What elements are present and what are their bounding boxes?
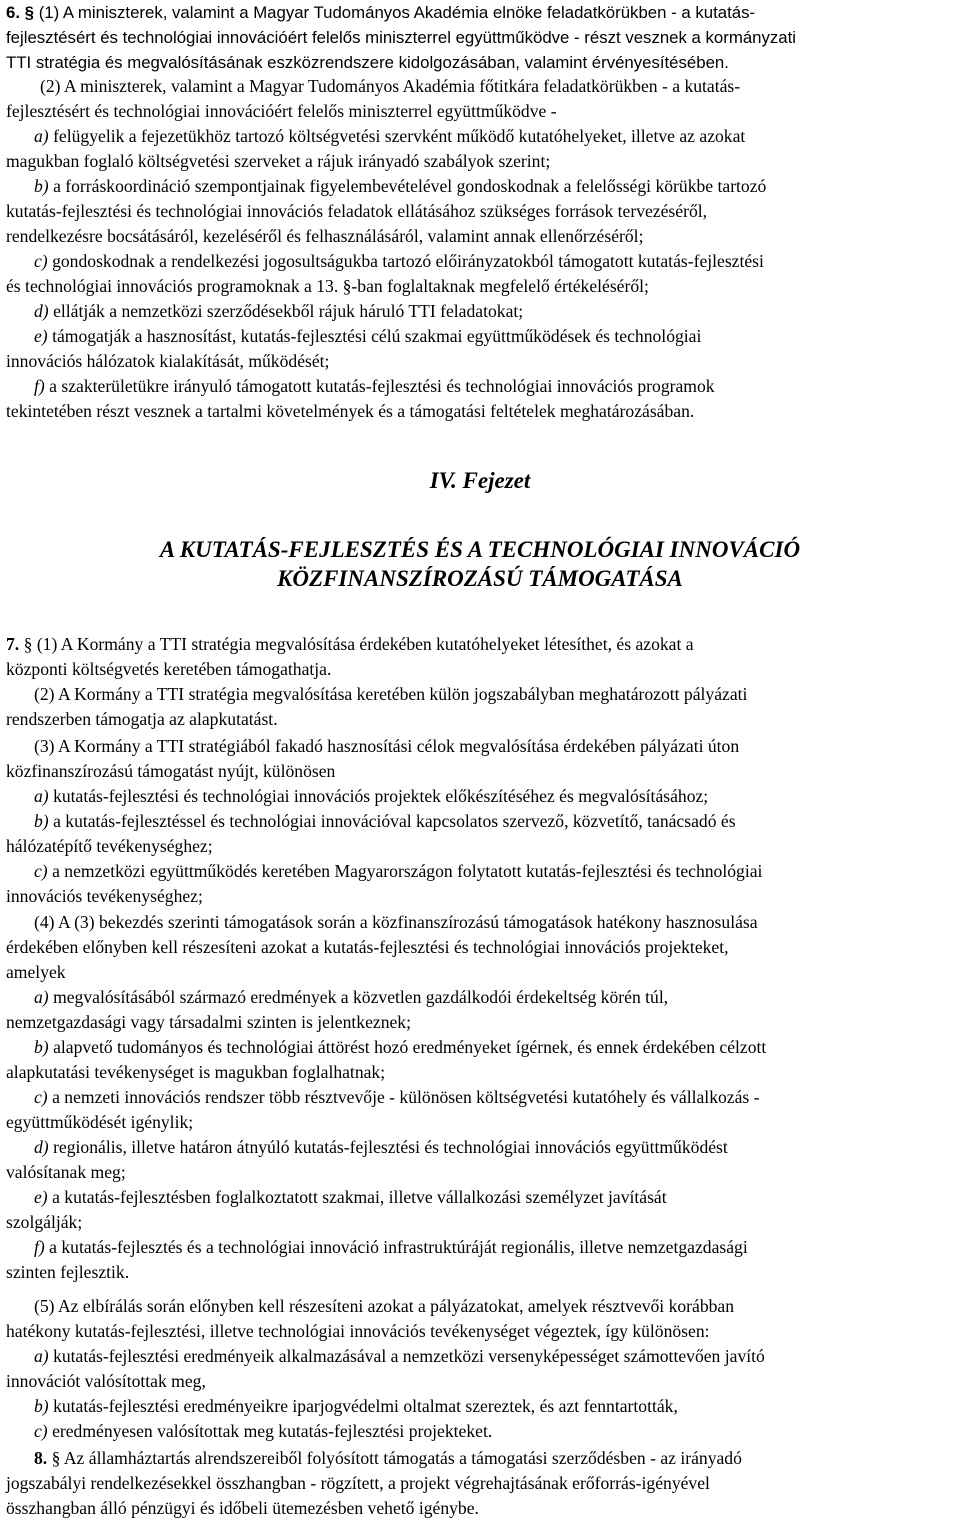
section-6-number: 6. [6, 3, 20, 22]
list-item-line [6, 1160, 952, 1185]
text-line: (1) A Kormány a TTI stratégia megvalósítása érdekében kutatóhelyeket létesíthet, és azokat a [36, 634, 694, 654]
text-line: (3) A Kormány a TTI stratégiából fakadó hasznosítási célok megvalósítása érdekében pályázati úton [34, 736, 740, 756]
list-item-line [6, 174, 952, 199]
section-7-paragraph-5 [6, 1294, 952, 1344]
item-letter: d) [34, 1137, 49, 1157]
list-item-line [6, 884, 952, 909]
list-item-line [6, 1010, 952, 1035]
list-item-line [6, 784, 952, 809]
section-6-paragraph-2 [6, 74, 952, 124]
list-item-line [6, 1060, 952, 1085]
item-text: szinten fejlesztik. [6, 1262, 130, 1282]
item-letter: b) [34, 176, 49, 196]
text-line: (2) A Kormány a TTI stratégia megvalósítása keretében külön jogszabályban meghatározott pályázati [34, 684, 748, 704]
item-text: alapkutatási tevékenységet is magukban foglalhatnak; [6, 1062, 386, 1082]
list-item-line [6, 399, 952, 424]
item-letter: c) [34, 861, 48, 881]
text-line: rendszerben támogatja az alapkutatást. [6, 709, 278, 729]
item-text: a nemzetközi együttműködés keretében Magyarországon folytatott kutatás-fejlesztési és technológiai [52, 861, 763, 881]
item-text: kutatás-fejlesztési és technológiai innovációs feladatok ellátásához szükséges források tervezéséről, [6, 201, 708, 221]
item-text: kutatás-fejlesztési eredményeikre iparjogvédelmi oltalmat szereztek, és azt fenntartották, [53, 1396, 678, 1416]
item-letter: a) [34, 126, 49, 146]
item-letter: a) [34, 987, 49, 1007]
item-letter: a) [34, 786, 49, 806]
list-item-line [6, 834, 952, 859]
text-line: központi költségvetés keretében támogathatja. [6, 659, 332, 679]
section-6-paragraph-1 [6, 0, 952, 75]
list-item-line [6, 1260, 952, 1285]
list-item-line [6, 1085, 952, 1110]
item-letter: e) [34, 1187, 48, 1207]
list-item-line [6, 985, 952, 1010]
section-7-paragraph-2 [6, 682, 952, 732]
list-item-line [6, 124, 952, 149]
item-text: hálózatépítő tevékenységhez; [6, 836, 213, 856]
section-7-paragraph-1 [6, 632, 952, 682]
item-text: ellátják a nemzetközi szerződésekből rájuk háruló TTI feladatokat; [53, 301, 524, 321]
item-text: regionális, illetve határon átnyúló kutatás-fejlesztési és technológiai innovációs együttműködést [53, 1137, 728, 1157]
list-item-line [6, 1369, 952, 1394]
item-text: rendelkezésre bocsátásáról, kezeléséről és felhasználásáról, valamint annak ellenőrzéséről; [6, 226, 644, 246]
item-text: és technológiai innovációs programoknak a 13. §-ban foglaltaknak megfelelő értékeléséről; [6, 276, 649, 296]
list-item-line [6, 1235, 952, 1260]
item-letter: b) [34, 1037, 49, 1057]
list-item-line [6, 224, 952, 249]
item-text: innovációt valósítottak meg, [6, 1371, 206, 1391]
section-7-paragraph-5-items [6, 1344, 952, 1444]
item-text: nemzetgazdasági vagy társadalmi szinten is jelentkeznek; [6, 1012, 411, 1032]
chapter-title-line-2: KÖZFINANSZÍROZÁSÚ TÁMOGATÁSA [277, 566, 683, 591]
section-7-number: 7. [6, 634, 20, 654]
list-item-line [6, 1035, 952, 1060]
list-item-line [6, 809, 952, 834]
item-text: kutatás-fejlesztési és technológiai innovációs projektek előkészítéséhez és megvalósításához; [53, 786, 709, 806]
item-text: a kutatás-fejlesztés és a technológiai innováció infrastruktúráját regionális, illetve nemzetgazdasági [49, 1237, 748, 1257]
text-line: fejlesztésért és technológiai innovációért felelős miniszterrel együttműködve - [6, 101, 557, 121]
list-item-line [6, 1394, 952, 1419]
section-6-item-list [6, 124, 952, 424]
item-text: innovációs hálózatok kialakítását, működését; [6, 351, 330, 371]
chapter-title-line-1: A KUTATÁS-FEJLESZTÉS ÉS A TECHNOLÓGIAI INNOVÁCIÓ [159, 537, 801, 562]
text-line: amelyek [6, 962, 66, 982]
item-text: tekintetében részt vesznek a tartalmi követelmények és a támogatási feltételek meghatározásában. [6, 401, 695, 421]
item-letter: a) [34, 1346, 49, 1366]
item-letter: b) [34, 811, 49, 831]
text-line: fejlesztésért és technológiai innovációért felelős miniszterrel együttműködve - részt vesznek a kormányzati [6, 28, 797, 47]
list-item-line [6, 1210, 952, 1235]
list-item-line [6, 274, 952, 299]
list-item-line [6, 324, 952, 349]
list-item-line [6, 149, 952, 174]
item-text: együttműködését igénylik; [6, 1112, 194, 1132]
item-text: gondoskodnak a rendelkezési jogosultságukba tartozó előirányzatokból támogatott kutatás-fejlesztési [52, 251, 764, 271]
section-mark: § [23, 634, 33, 654]
item-text: szolgálják; [6, 1212, 83, 1232]
list-item-line [6, 374, 952, 399]
text-line: Az államháztartás alrendszereiből folyósított támogatás a támogatási szerződésben - az irányadó [63, 1448, 742, 1468]
section-7-paragraph-3-items [6, 784, 952, 909]
item-text: a kutatás-fejlesztéssel és technológiai innovációval kapcsolatos szervező, közvetítő, tanácsadó és [53, 811, 736, 831]
text-line: (5) Az elbírálás során előnyben kell részesíteni azokat a pályázatokat, amelyek résztvevői korábban [34, 1296, 735, 1316]
item-letter: c) [34, 1087, 48, 1107]
item-letter: f) [34, 1237, 45, 1257]
section-8-paragraph [6, 1446, 952, 1521]
text-line: közfinanszírozású támogatást nyújt, különösen [6, 761, 336, 781]
section-8-number: 8. [34, 1448, 48, 1468]
list-item-line [6, 1185, 952, 1210]
item-letter: c) [34, 251, 48, 271]
item-text: alapvető tudományos és technológiai áttörést hozó eredményeket ígérnek, és ennek érdekében célzott [53, 1037, 767, 1057]
text-line: (4) A (3) bekezdés szerinti támogatások során a közfinanszírozású támogatások hatékony hasznosulása [34, 912, 758, 932]
item-letter: f) [34, 376, 45, 396]
text-line: (1) A miniszterek, valamint a Magyar Tudományos Akadémia elnöke feladatkörükben - a kutatás- [38, 3, 756, 22]
list-item-line [6, 1344, 952, 1369]
item-text: innovációs tevékenységhez; [6, 886, 203, 906]
text-line: (2) A miniszterek, valamint a Magyar Tudományos Akadémia főtitkára feladatkörükben - a kutatás- [40, 76, 741, 96]
item-letter: d) [34, 301, 49, 321]
item-text: a kutatás-fejlesztésben foglalkoztatott szakmai, illetve vállalkozási személyzet javítását [52, 1187, 667, 1207]
section-7-paragraph-4 [6, 910, 952, 985]
item-text: támogatják a hasznosítást, kutatás-fejlesztési célú szakmai együttműködések és technológiai [52, 326, 702, 346]
list-item-line [6, 299, 952, 324]
list-item-line [6, 1419, 952, 1444]
text-line: hatékony kutatás-fejlesztési, illetve technológiai innovációs tevékenységet végeztek, így különösen: [6, 1321, 710, 1341]
section-7-paragraph-4-items [6, 985, 952, 1285]
item-text: a nemzeti innovációs rendszer több résztvevője - különösen költségvetési kutatóhely és vállalkozás - [52, 1087, 760, 1107]
item-letter: e) [34, 326, 48, 346]
chapter-label: IV. Fejezet [429, 468, 531, 493]
text-line: TTI stratégia és megvalósításának eszközrendszere kidolgozásában, valamint érvényesítésében. [6, 53, 729, 72]
item-text: felügyelik a fejezetükhöz tartozó költségvetési szervként működő kutatóhelyeket, illetve az azokat [53, 126, 746, 146]
text-line: jogszabályi rendelkezésekkel összhangban - rögzített, a projekt végrehajtásának erőforrás-igényével [6, 1473, 710, 1493]
section-mark: § [24, 3, 35, 22]
item-text: eredményesen valósítottak meg kutatás-fejlesztési projekteket. [52, 1421, 493, 1441]
section-7-paragraph-3 [6, 734, 952, 784]
item-letter: b) [34, 1396, 49, 1416]
list-item-line [6, 199, 952, 224]
list-item-line [6, 859, 952, 884]
item-text: a szakterületükre irányuló támogatott kutatás-fejlesztési és technológiai innovációs programok [49, 376, 715, 396]
list-item-line [6, 349, 952, 374]
item-text: a forráskoordináció szempontjainak figyelembevételével gondoskodnak a felelősségi körükbe tartozó [53, 176, 767, 196]
item-text: megvalósításából származó eredmények a közvetlen gazdálkodói érdekeltség körén túl, [53, 987, 669, 1007]
text-line: érdekében előnyben kell részesíteni azokat a kutatás-fejlesztési és technológiai innovációs projekteket, [6, 937, 729, 957]
list-item-line [6, 249, 952, 274]
item-text: magukban foglaló költségvetési szerveket a rájuk irányadó szabályok szerint; [6, 151, 551, 171]
text-line: összhangban álló pénzügyi és időbeli ütemezésben vehető igénybe. [6, 1498, 479, 1518]
list-item-line [6, 1110, 952, 1135]
item-text: kutatás-fejlesztési eredményeik alkalmazásával a nemzetközi versenyképességet számottevően javító [53, 1346, 765, 1366]
item-text: valósítanak meg; [6, 1162, 126, 1182]
section-mark: § [51, 1448, 61, 1468]
list-item-line [6, 1135, 952, 1160]
item-letter: c) [34, 1421, 48, 1441]
